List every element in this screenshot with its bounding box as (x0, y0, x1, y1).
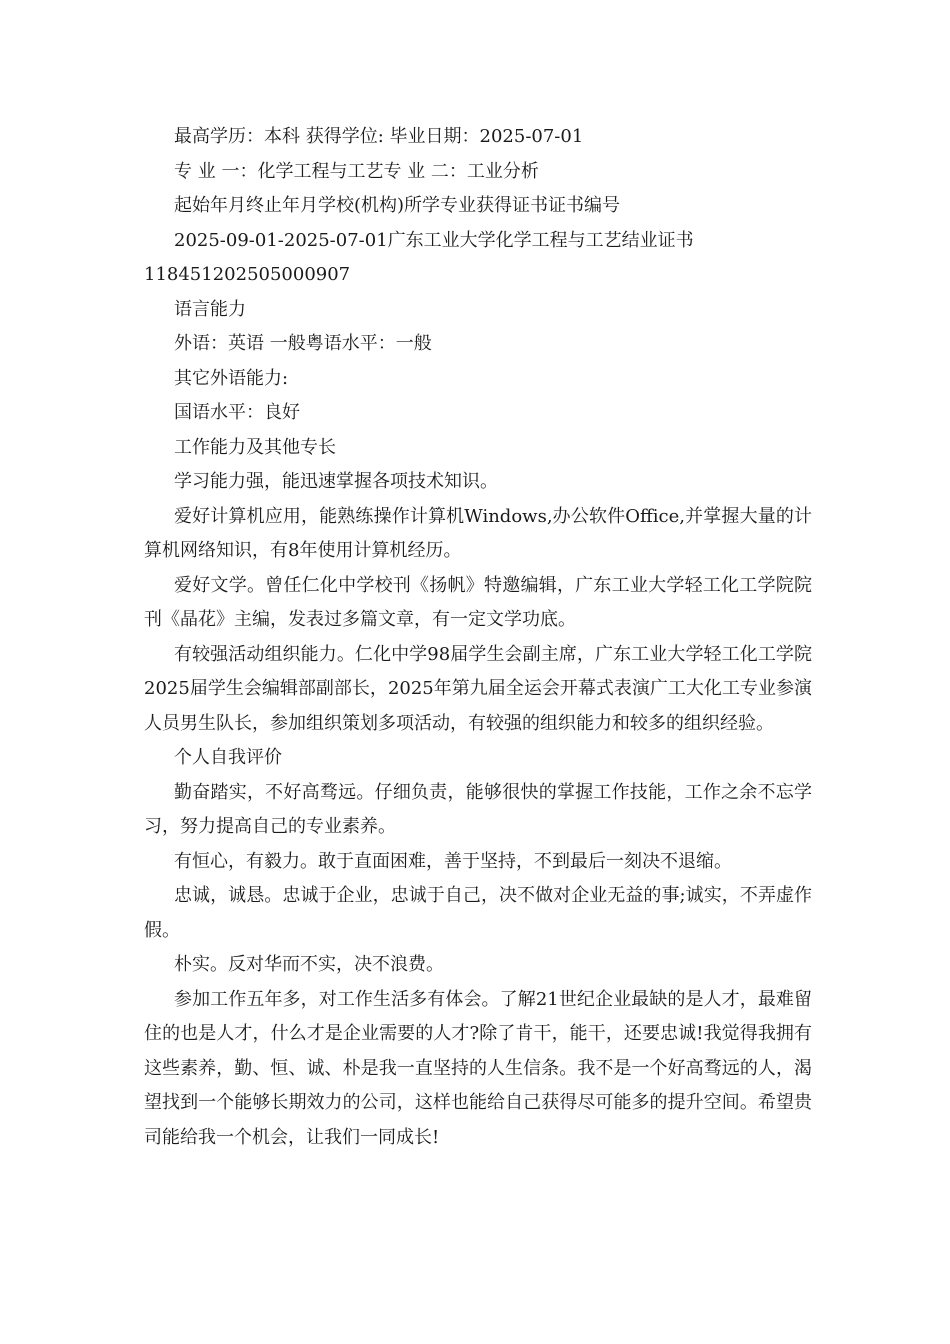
self-evaluation-paragraph: 有恒心，有毅力。敢于直面困难，善于坚持，不到最后一刻决不退缩。 (174, 850, 732, 872)
section-heading-self-evaluation: 个人自我评价 (174, 747, 282, 768)
self-evaluation-paragraph: 忠诚，诚恳。忠诚于企业，忠诚于自己，决不做对企业无益的事;诚实，不弄虚作假。 (144, 885, 812, 941)
certificate-number: 118451202505000907 (144, 264, 351, 285)
skill-paragraph: 学习能力强，能迅速掌握各项技术知识。 (174, 471, 498, 492)
education-record: 2025-09-01-2025-07-01广东工业大学化学工程与工艺结业证书 (174, 229, 694, 251)
skill-paragraph: 爱好文学。曾任仁化中学校刊《扬帆》特邀编辑，广东工业大学轻工化工学院院刊《晶花》主编，发表过多篇文章，有一定文学功底。 (144, 574, 812, 630)
skill-paragraph: 有较强活动组织能力。仁化中学98届学生会副主席，广东工业大学轻工化工学院2025届学生会编辑部副部长，2025年第九届全运会开幕式表演广工大化工专业参演人员男生队长，参加组织策划多项活动，有较强的组织能力和较多的组织经验。 (144, 643, 812, 734)
document-body (144, 120, 812, 1155)
skill-paragraph: 爱好计算机应用，能熟练操作计算机Windows,办公软件Office,并掌握大量的计算机网络知识，有8年使用计算机经历。 (144, 505, 812, 561)
education-table-header: 起始年月终止年月学校(机构)所学专业获得证书证书编号 (174, 195, 621, 216)
closing-paragraph: 参加工作五年多，对工作生活多有体会。了解21世纪企业最缺的是人才，最难留住的也是人才，什么才是企业需要的人才?除了肯干，能干，还要忠诚!我觉得我拥有这些素养，勤、恒、诚、朴是我一直坚持的人生信条。我不是一个好高骛远的人，渴望找到一个能够长期效力的公司，这样也能给自己获得尽可能多的提升空间。希望贵司能给我一个机会，让我们一同成长! (144, 988, 812, 1148)
major-line: 专 业 一：化学工程与工艺专 业 二：工业分析 (174, 160, 539, 182)
self-evaluation-paragraph: 朴实。反对华而不实，决不浪费。 (174, 954, 444, 975)
self-evaluation-paragraph: 勤奋踏实，不好高骛远。仔细负责，能够很快的掌握工作技能，工作之余不忘学习，努力提高自己的专业素养。 (144, 781, 812, 837)
mandarin-level-line: 国语水平：良好 (174, 402, 300, 423)
other-language-line: 其它外语能力: (174, 367, 289, 389)
section-heading-language: 语言能力 (174, 298, 246, 320)
foreign-language-line: 外语：英语 一般粤语水平：一般 (174, 333, 432, 354)
section-heading-skills: 工作能力及其他专长 (174, 436, 336, 458)
education-line: 最高学历：本科 获得学位: 毕业日期：2025-07-01 (174, 126, 584, 147)
